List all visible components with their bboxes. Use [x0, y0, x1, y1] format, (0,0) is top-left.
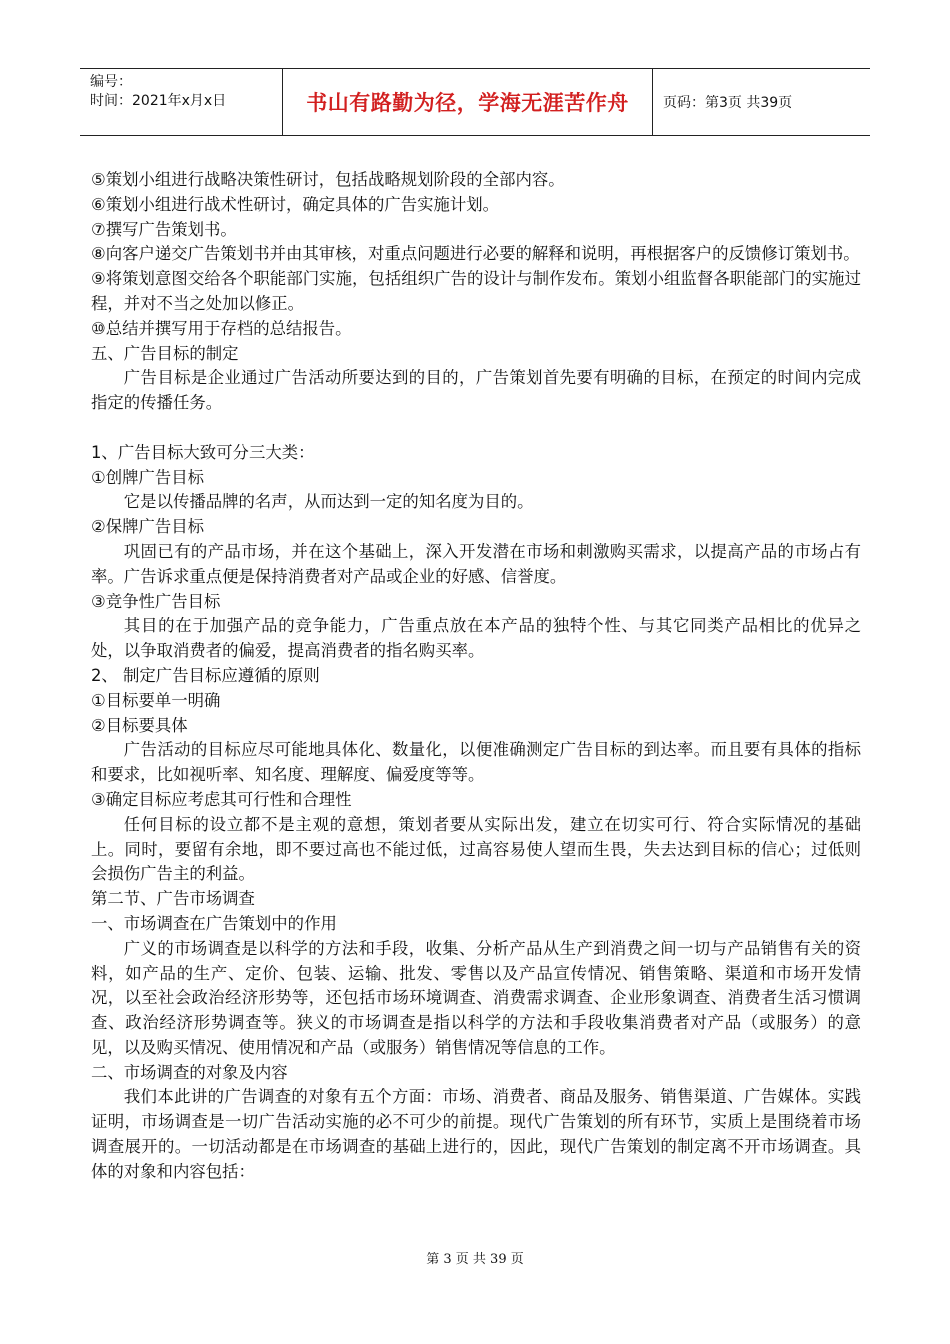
page-footer	[0, 1248, 950, 1267]
motto-text: 书山有路勤为径，学海无涯苦作舟	[306, 91, 629, 115]
page-header	[80, 68, 870, 136]
footer-page-number: 第 3 页 共 39 页	[426, 1252, 524, 1267]
paragraph: ⑥策划小组进行战术性研讨，确定具体的广告实施计划。	[91, 194, 500, 214]
paragraph: ⑤策划小组进行战略决策性研讨，包括战略规划阶段的全部内容。	[91, 170, 565, 189]
paragraph: ①目标要单一明确	[91, 690, 221, 710]
header-page-info	[653, 69, 870, 135]
time-label: 时间：2021年x月x日	[90, 93, 227, 109]
paragraph: ⑩总结并撰写用于存档的总结报告。	[91, 318, 352, 338]
paragraph: 广义的市场调查是以科学的方法和手段，收集、分析产品从生产到消费之间一切与产品销售有关的资料，如产品的生产、定价、包装、运输、批发、零售以及产品宣传情况、销售策略、渠道和市场开发情况，以至社会政治经济形势等，还包括市场环境调查、消费需求调查、企业形象调查、消费者生活习惯调查、政治经济形势调查等。狭义的市场调查是指以科学的方法和手段收集消费者对产品（或服务）的意见，以及购买情况、使用情况和产品（或服务）销售情况等信息的工作。	[91, 938, 861, 1057]
paragraph: 广告活动的目标应尽可能地具体化、数量化，以便准确测定广告目标的到达率。而且要有具体的指标和要求，比如视听率、知名度、理解度、偏爱度等等。	[91, 740, 861, 785]
paragraph: 1、广告目标大致可分三大类：	[91, 442, 315, 462]
paragraph: 巩固已有的产品市场，并在这个基础上，深入开发潜在市场和刺激购买需求，以提高产品的市场占有率。广告诉求重点便是保持消费者对产品或企业的好感、信誉度。	[91, 541, 861, 586]
number-label: 编号：	[90, 74, 132, 90]
paragraph: 我们本此讲的广告调查的对象有五个方面：市场、消费者、商品及服务、销售渠道、广告媒体。实践证明，市场调查是一切广告活动实施的必不可少的前提。现代广告策划的所有环节，实质上是围绕着市场调查展开的。一切活动都是在市场调查的基础上进行的，因此，现代广告策划的制定离不开市场调查。具体的对象和内容包括：	[91, 1087, 861, 1181]
paragraph: ①创牌广告目标	[91, 467, 205, 487]
paragraph: 第二节、广告市场调查	[91, 889, 255, 909]
header-meta	[80, 69, 283, 135]
paragraph: ②目标要具体	[91, 715, 188, 735]
document-body	[91, 168, 861, 1185]
blank-line	[91, 416, 861, 441]
paragraph: 二、市场调查的对象及内容	[91, 1062, 288, 1082]
paragraph: ⑧向客户递交广告策划书并由其审核，对重点问题进行必要的解释和说明，再根据客户的反馈修订策划书。	[91, 244, 860, 264]
paragraph: 一、市场调查在广告策划中的作用	[91, 913, 337, 933]
paragraph: ②保牌广告目标	[91, 517, 205, 537]
paragraph: 其目的在于加强产品的竞争能力，广告重点放在本产品的独特个性、与其它同类产品相比的优异之处，以争取消费者的偏爱，提高消费者的指名购买率。	[91, 616, 861, 661]
paragraph: 五、广告目标的制定	[91, 343, 239, 363]
paragraph: 任何目标的设立都不是主观的意想，策划者要从实际出发，建立在切实可行、符合实际情况的基础上。同时，要留有余地，即不要过高也不能过低，过高容易使人望而生畏，失去达到目标的信心；过低则会损伤广告主的利益。	[91, 814, 861, 884]
paragraph: ⑨将策划意图交给各个职能部门实施，包括组织广告的设计与制作发布。策划小组监督各职能部门的实施过程，并对不当之处加以修正。	[91, 269, 861, 313]
paragraph: ③竞争性广告目标	[91, 591, 221, 611]
page-info-text: 页码：第3页 共39页	[663, 95, 793, 111]
paragraph: ③确定目标应考虑其可行性和合理性	[91, 789, 352, 809]
paragraph: 它是以传播品牌的名声，从而达到一定的知名度为目的。	[123, 492, 534, 512]
paragraph: 广告目标是企业通过广告活动所要达到的目的，广告策划首先要有明确的目标，在预定的时间内完成指定的传播任务。	[91, 368, 861, 413]
paragraph: 2、 制定广告目标应遵循的原则	[91, 665, 320, 685]
paragraph: ⑦撰写广告策划书。	[91, 219, 237, 239]
header-motto-cell	[283, 69, 653, 135]
